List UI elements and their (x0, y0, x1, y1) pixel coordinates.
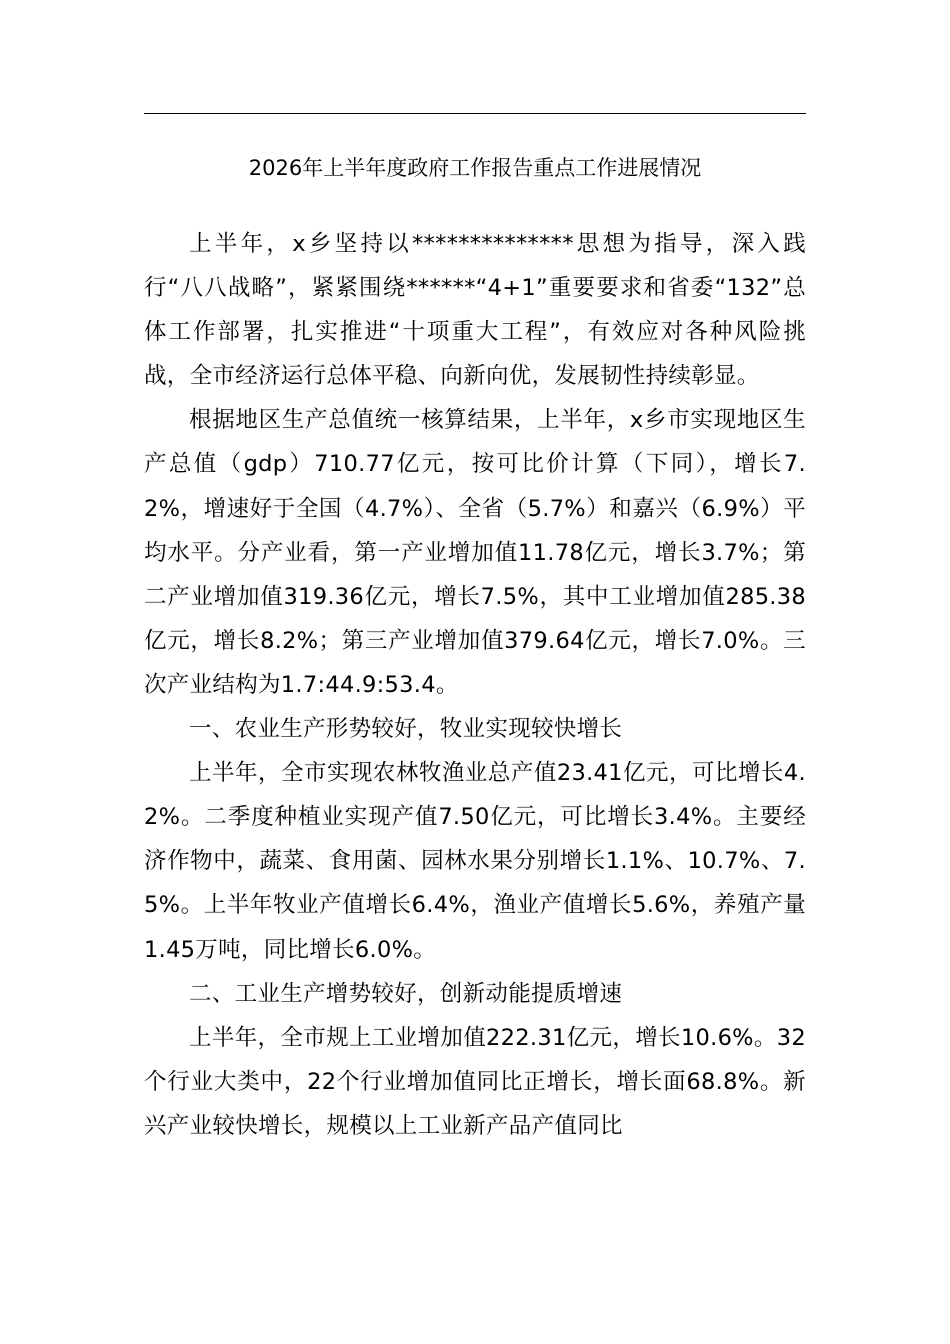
document-body (144, 222, 806, 1148)
section-heading-industry: 二、工业生产增势较好，创新动能提质增速 (189, 980, 623, 1007)
intro-paragraph: 上半年，x乡坚持以**************思想为指导，深入践行“八八战略”，紧紧围绕******“4+1”重要要求和省委“132”总体工作部署，扎实推进“十项重大工程”，有效应对各种风险挑战，全市经济运行总体平稳、向新向优，发展韧性持续彰显。 (144, 231, 806, 390)
gdp-paragraph: 根据地区生产总值统一核算结果，上半年，x乡市实现地区生产总值（gdp）710.77亿元，按可比价计算（下同），增长7.2%，增速好于全国（4.7%）、全省（5.7%）和嘉兴（6.9%）平均水平。分产业看，第一产业增加值11.78亿元，增长3.7%；第二产业增加值319.36亿元，增长7.5%，其中工业增加值285.38亿元，增长8.2%；第三产业增加值379.64亿元，增长7.0%。三次产业结构为1.7:44.9:53.4。 (144, 407, 806, 698)
section-heading-agriculture: 一、农业生产形势较好，牧业实现较快增长 (189, 716, 623, 743)
header-rule (144, 113, 806, 114)
industry-paragraph: 上半年，全市规上工业增加值222.31亿元，增长10.6%。32个行业大类中，22个行业增加值同比正增长，增长面68.8%。新兴产业较快增长，规模以上工业新产品产值同比 (144, 1024, 806, 1139)
document-title: 2026年上半年度政府工作报告重点工作进展情况 (248, 156, 702, 180)
agriculture-paragraph: 上半年，全市实现农林牧渔业总产值23.41亿元，可比增长4.2%。二季度种植业实现产值7.50亿元，可比增长3.4%。主要经济作物中，蔬菜、食用菌、园林水果分别增长1.1%、10.7%、7.5%。上半年牧业产值增长6.4%，渔业产值增长5.6%，养殖产量1.45万吨，同比增长6.0%。 (144, 760, 806, 963)
